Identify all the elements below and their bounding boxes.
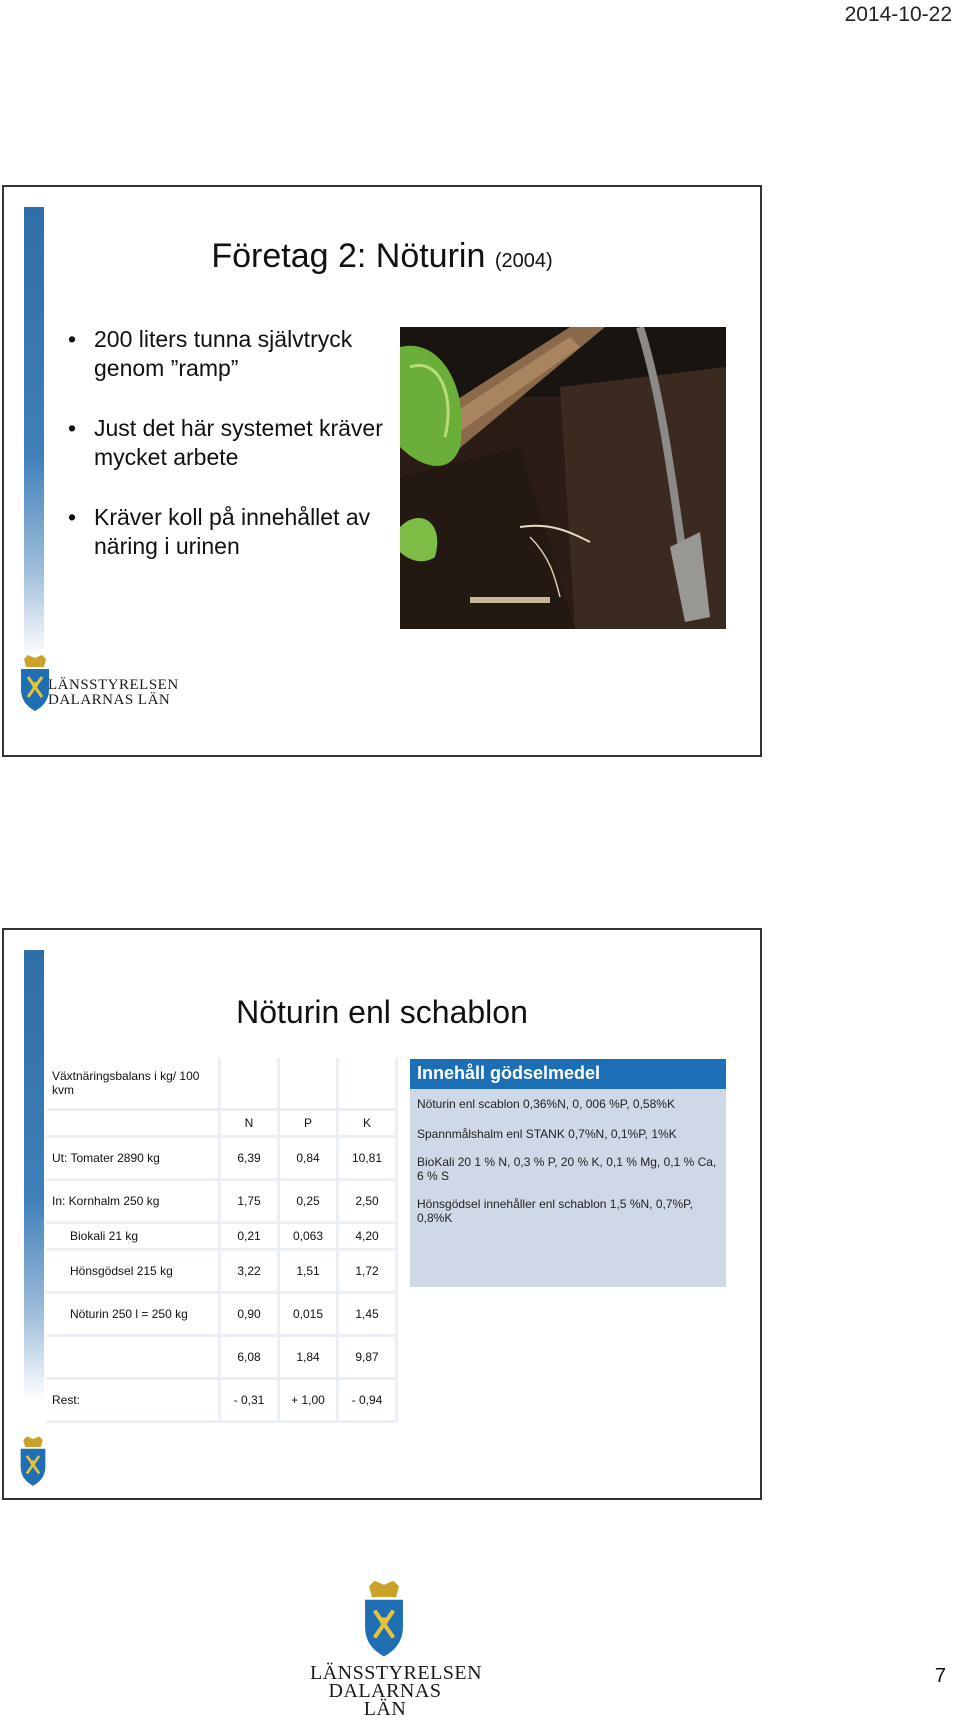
table-rest-row bbox=[46, 1379, 397, 1422]
cell-k: 1,45 bbox=[338, 1293, 397, 1336]
cell-n: - 0,31 bbox=[220, 1379, 279, 1422]
slide-1-title bbox=[4, 237, 760, 276]
bullet-item: • 200 liters tunna självtryck genom ”ramp” bbox=[64, 325, 394, 383]
cell-p: 0,84 bbox=[279, 1137, 338, 1180]
fertilizer-line: Nöturin enl scablon 0,36%N, 0, 006 %P, 0,58%K bbox=[417, 1097, 675, 1111]
cell-n: 1,75 bbox=[220, 1180, 279, 1223]
cell-k: 9,87 bbox=[338, 1336, 397, 1379]
bullet-item: • Just det här systemet kräver mycket arbete bbox=[64, 414, 394, 472]
slide-1 bbox=[2, 185, 762, 757]
slide-1-title-main: Företag 2: Nöturin bbox=[211, 237, 486, 275]
county-crest-icon bbox=[361, 1580, 407, 1660]
column-header-k: K bbox=[338, 1110, 397, 1137]
slide-1-title-year: (2004) bbox=[494, 250, 553, 272]
cell-n: 0,90 bbox=[220, 1293, 279, 1336]
fertilizer-line: Hönsgödsel innehåller enl schablon 1,5 %N, 0,7%P, 0,8%K bbox=[417, 1197, 693, 1225]
soil-trench-photo bbox=[400, 327, 726, 629]
table-row bbox=[46, 1293, 397, 1336]
cell-p: 1,51 bbox=[279, 1250, 338, 1293]
nutrient-balance-table bbox=[46, 1058, 398, 1423]
table-caption: Växtnäringsbalans i kg/ 100 kvm bbox=[46, 1058, 220, 1110]
table-row bbox=[46, 1223, 397, 1250]
cell-p: 0,015 bbox=[279, 1293, 338, 1336]
fertilizer-line: BioKali 20 1 % N, 0,3 % P, 20 % K, 0,1 % Mg, 0,1 % Ca, 6 % S bbox=[417, 1155, 717, 1183]
footer-logo-line-1: LÄNSSTYRELSEN bbox=[310, 1662, 483, 1684]
table-row bbox=[46, 1180, 397, 1223]
row-label: Ut: Tomater 2890 kg bbox=[46, 1137, 220, 1180]
column-header-n: N bbox=[220, 1110, 279, 1137]
fertilizer-content-box bbox=[410, 1059, 726, 1287]
row-label: Nöturin 250 l = 250 kg bbox=[46, 1293, 220, 1336]
row-label bbox=[46, 1336, 220, 1379]
row-label: Hönsgödsel 215 kg bbox=[46, 1250, 220, 1293]
footer-lansstyrelsen-logo bbox=[300, 1580, 483, 1720]
slide-2 bbox=[2, 928, 762, 1500]
cell-p: 0,25 bbox=[279, 1180, 338, 1223]
county-crest-icon bbox=[18, 1435, 48, 1489]
cell-k: 10,81 bbox=[338, 1137, 397, 1180]
cell-p: + 1,00 bbox=[279, 1379, 338, 1422]
cell-k: 2,50 bbox=[338, 1180, 397, 1223]
cell-k: 4,20 bbox=[338, 1223, 397, 1250]
table-columns-row bbox=[46, 1110, 397, 1137]
slide-2-title: Nöturin enl schablon bbox=[236, 994, 528, 1030]
logo-line-2: DALARNAS LÄN bbox=[48, 692, 171, 708]
table-total-row bbox=[46, 1336, 397, 1379]
cell-p: 1,84 bbox=[279, 1336, 338, 1379]
cell-n: 0,21 bbox=[220, 1223, 279, 1250]
footer-logo-line-2: DALARNAS LÄN bbox=[328, 1680, 442, 1720]
page-number: 7 bbox=[934, 1665, 946, 1687]
cell-k: 1,72 bbox=[338, 1250, 397, 1293]
page-date: 2014-10-22 bbox=[844, 3, 952, 26]
county-crest-icon bbox=[18, 655, 52, 713]
cell-n: 6,08 bbox=[220, 1336, 279, 1379]
row-label: In: Kornhalm 250 kg bbox=[46, 1180, 220, 1223]
row-label: Biokali 21 kg bbox=[46, 1223, 220, 1250]
bullet-item: • Kräver koll på innehållet av näring i urinen bbox=[64, 503, 394, 561]
cell-k: - 0,94 bbox=[338, 1379, 397, 1422]
row-label: Rest: bbox=[46, 1379, 220, 1422]
cell-p: 0,063 bbox=[279, 1223, 338, 1250]
cell-n: 6,39 bbox=[220, 1137, 279, 1180]
slide-1-bullet-list bbox=[64, 325, 394, 592]
table-header-row bbox=[46, 1058, 397, 1110]
logo-line-1: LÄNSSTYRELSEN bbox=[48, 677, 179, 693]
fertilizer-box-heading: Innehåll gödselmedel bbox=[410, 1059, 726, 1089]
table-row bbox=[46, 1137, 397, 1180]
fertilizer-line: Spannmålshalm enl STANK 0,7%N, 0,1%P, 1%K bbox=[417, 1127, 677, 1141]
table-row bbox=[46, 1250, 397, 1293]
column-header-p: P bbox=[279, 1110, 338, 1137]
cell-n: 3,22 bbox=[220, 1250, 279, 1293]
